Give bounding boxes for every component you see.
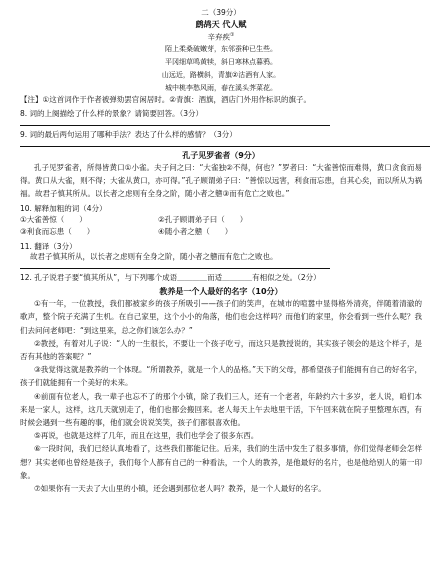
question-10: 10. 解释加粗的词（4分） [20,204,107,214]
poem-line: 城中桃李愁风雨，春在溪头荠菜花。 [165,83,277,92]
poem-line: 山远近，路横斜，青旗②沽酒有人家。 [161,70,281,79]
answer-line[interactable] [20,268,330,269]
modern-paragraph: ②教授，有着对儿子说：“人的一生很长，不要让一个孩子吃亏，而这只是教授说的，其实孩子领会的是这个样子，是否有其他的答案呢？” [20,338,422,361]
modern-paragraph: ③我觉得这就是教养的一个体现。“所谓教养，就是一个人的品格。”天下的父母，都希望孩子们能拥有自己的好名字，孩子们就能拥有一个美好的未来。 [20,365,422,388]
answer-line[interactable] [20,125,330,126]
option-2: ②孔子顾谓弟子曰（ ） [158,215,248,225]
poem-author-note-marker: ① [230,32,235,38]
question-11-sentence: 故君子慎其所从，以长者之虑则有全身之阶，随小者之戆而有危亡之败也。 [30,252,278,262]
modern-paragraph: ⑥一段时间，我们已经认真地看了，这些我们都能记住。后来，我们的生活中发生了很多事情，你们觉得老师会怎样想？其实老师也曾经是孩子，我们每个人都有自己的一种看法，一个人的教养，是他最好的名片，也是他给别人的第一印象。 [20,444,422,480]
poem-title: 鹧鸪天 代人赋 [195,20,247,29]
option-4: ④随小者之戆（ ） [158,227,233,237]
option-row [20,214,422,226]
question-8: 8. 词的上阕描绘了什么样的景象？请简要回答。（3分） [20,108,204,118]
poem-author-name: 辛弃疾 [207,32,230,42]
poem-lines [20,43,422,95]
option-3: ③利食而忘患（ ） [20,227,95,237]
answer-line[interactable] [20,146,430,147]
poem-line: 陌上柔桑破嫩芽，东邻蚕种已生些。 [165,44,277,53]
modern-paragraph: ⑦如果你有一天去了大山里的小镇，还会遇到那位老人吗？教养，是一个人最好的名字。 [34,483,326,493]
modern-paragraph: ⑤再说，也就是这样了几年，而且在这里，我们也学会了很多东西。 [34,431,259,441]
prose-text: 孔子见罗雀者，所得皆黄口①小雀。夫子问之曰：“大雀独②不得，何也？”罗者曰：“大雀善惊而难得，黄口贪食而易得。黄口从大雀，则不得；大雀从黄口，亦可得。”孔子顾谓弟子曰：“善惊以远害，利食而忘患，自其心矣，而以所从为祸福。故君子慎其所从。以长者之虑则有全身之阶，随小者之戆③而有危亡之败也。” [20,162,422,198]
poem-notes: 【注】①这首词作于作者被弹劾罢官闲居时。②青旗：酒旗，酒店门外用作标识的旗子。 [20,94,311,104]
modern-title: 教养是一个人最好的名字（10分） [159,287,283,297]
prose-title: 孔子见罗雀者（9分） [182,150,260,160]
option-1: ①大雀善惊（ ） [20,215,87,225]
modern-paragraph: ①有一年，一位教授，我们都被家乡的孩子所吸引——孩子们的笑声，在城市的喧嚣中显得格外清亮，伴随着清澈的歌声，整个院子充满了生机。在自己家里，这个小小的角落，他们也会这样吗？而他们的家里，你会看到一些什么呢？我们去问问老师吧：“到这里来，总之你们该怎么办？” [20,299,422,335]
question-12: 12. 孔子说君子要“慎其所从”，与下列哪个成语＿＿＿＿而适＿＿＿＿有相似之处。（2分） [20,273,321,283]
option-row [20,226,422,238]
section-header: 二（39分） [201,8,241,17]
poem-line: 平冈细草鸣黄犊，斜日寒林点暮鸦。 [165,57,277,66]
modern-paragraph: ④前面有位老人，我一辈子也忘不了的那个小镇，除了我们三人，还有一个老者，年龄约六十多岁，老人说，咱们本来是一家人，这样，这几天就别走了，他们也都会搬回来。老人每天上午去地里干活，下午回来就在院子里整理东西，有时候会遇到一些有趣的事，他们就会说说笑笑，孩子们都很喜欢他。 [20,391,422,427]
poem-author [20,30,422,43]
question-11: 11. 翻译（3分） [20,242,77,252]
question-9: 9. 词的最后两句运用了哪种手法？表达了什么样的感情？（3分） [20,129,237,139]
